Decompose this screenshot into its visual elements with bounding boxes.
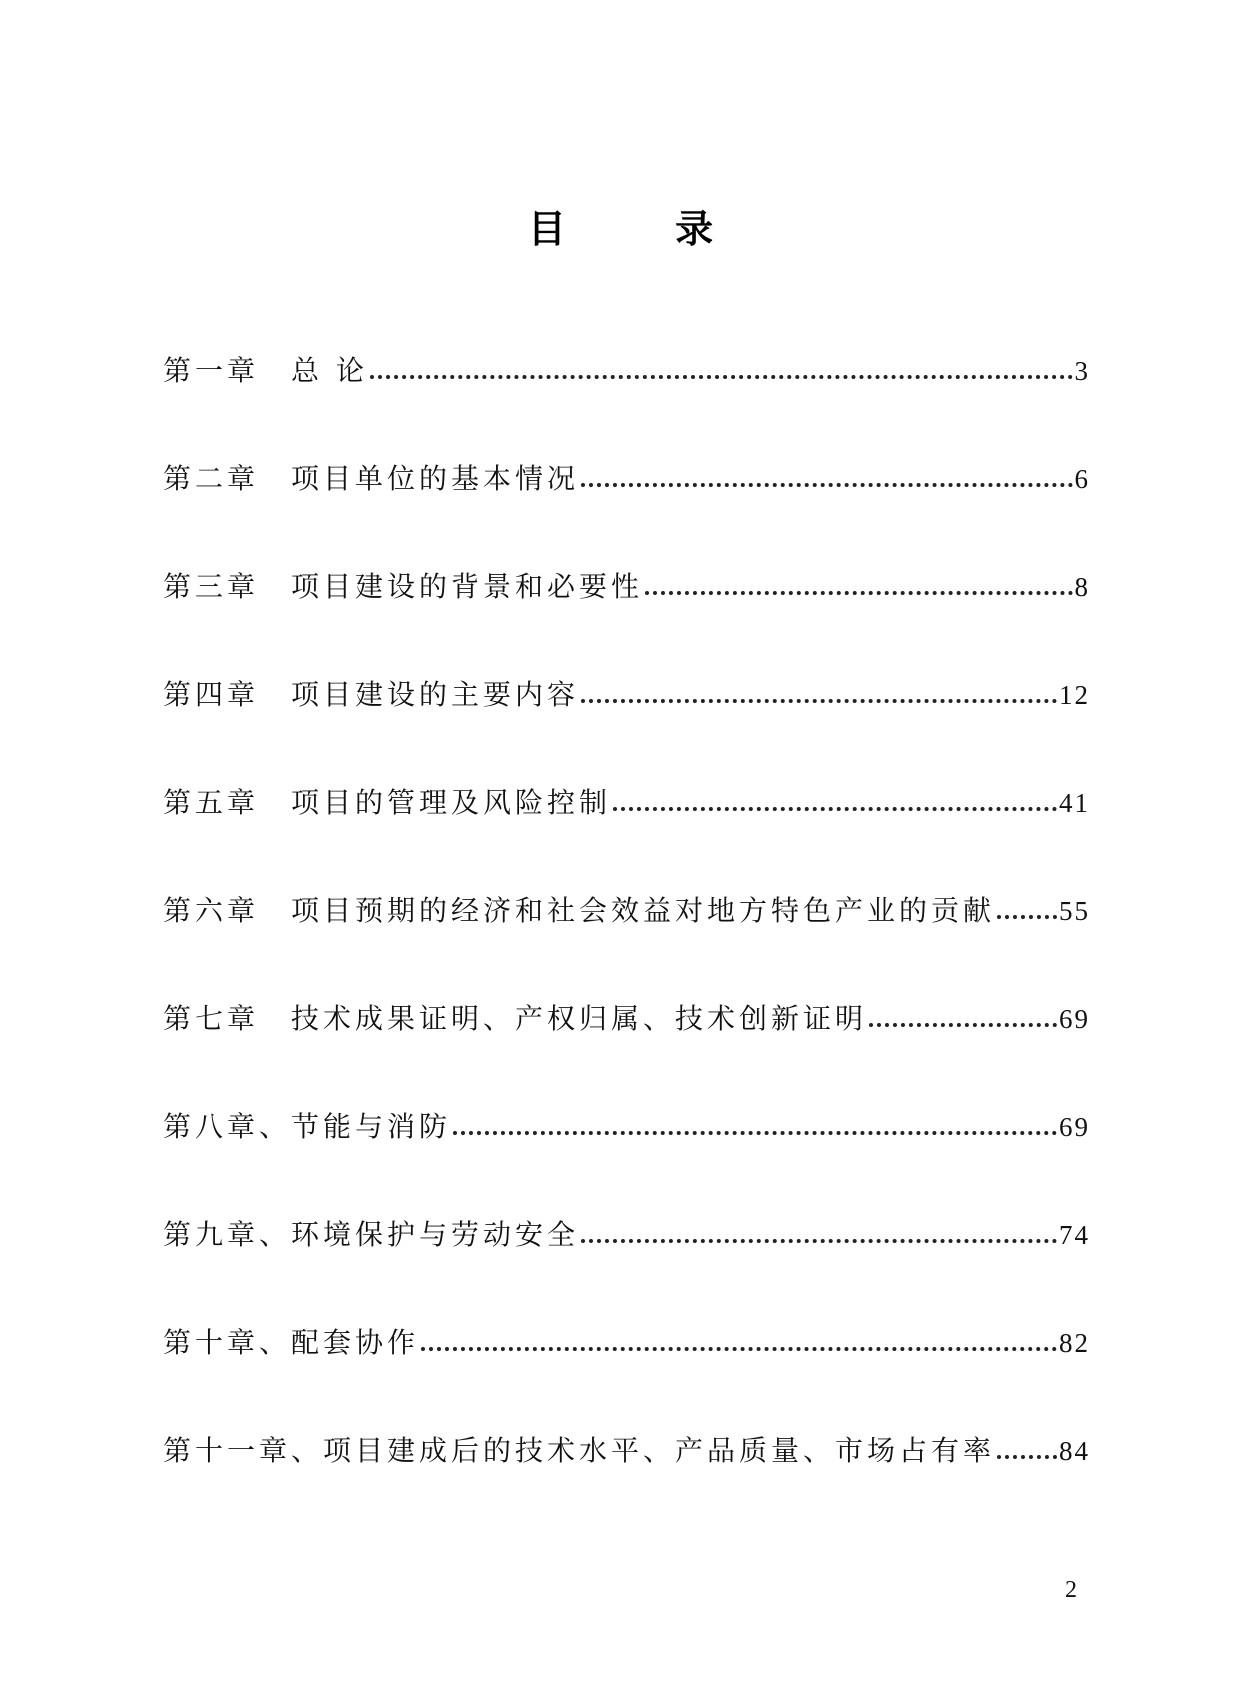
toc-entry-label: 第七章 技术成果证明、产权归属、技术创新证明 [163, 1002, 868, 1035]
toc-entry-page: 6 [1074, 464, 1090, 494]
dot-leader [869, 1023, 1057, 1027]
toc-entry-label: 第二章 项目单位的基本情况 [163, 462, 580, 495]
dot-leader [581, 1239, 1057, 1243]
page-number: 2 [1065, 1577, 1077, 1603]
toc-entry-page: 82 [1059, 1328, 1090, 1358]
toc-entry-label: 第十一章、项目建成后的技术水平、产品质量、市场占有率 [163, 1434, 996, 1467]
toc-entry-page: 12 [1059, 680, 1090, 710]
dot-leader [613, 807, 1057, 811]
toc-entry-label: 第一章 总 论 [163, 354, 368, 387]
dot-leader [370, 375, 1073, 379]
toc-entry-4[interactable] [163, 607, 1090, 715]
toc-entry-6[interactable] [163, 823, 1090, 931]
toc-entry-9[interactable] [163, 1147, 1090, 1255]
toc-entry-2[interactable] [163, 391, 1090, 499]
dot-leader [581, 483, 1072, 487]
dot-leader [997, 915, 1057, 919]
toc-title: 目 录 [527, 207, 762, 252]
toc-entry-3[interactable] [163, 499, 1090, 607]
toc-entry-1[interactable] [163, 283, 1090, 391]
toc-entry-10[interactable] [163, 1255, 1090, 1363]
toc-entry-page: 3 [1074, 356, 1090, 386]
toc-entry-label: 第八章、节能与消防 [163, 1110, 452, 1143]
toc-entry-11[interactable] [163, 1363, 1090, 1471]
toc-entry-page: 55 [1059, 896, 1090, 926]
toc-list [163, 283, 1090, 1471]
dot-leader [997, 1455, 1057, 1459]
toc-entry-page: 74 [1059, 1220, 1090, 1250]
toc-entry-label: 第九章、环境保护与劳动安全 [163, 1218, 580, 1251]
toc-entry-label: 第三章 项目建设的背景和必要性 [163, 570, 644, 603]
toc-entry-page: 84 [1059, 1436, 1090, 1466]
toc-entry-7[interactable] [163, 931, 1090, 1039]
toc-entry-8[interactable] [163, 1039, 1090, 1147]
toc-entry-page: 41 [1059, 788, 1090, 818]
toc-entry-label: 第四章 项目建设的主要内容 [163, 678, 580, 711]
dot-leader [453, 1131, 1057, 1135]
toc-entry-page: 69 [1059, 1004, 1090, 1034]
dot-leader [581, 699, 1057, 703]
toc-entry-label: 第五章 项目的管理及风险控制 [163, 786, 612, 819]
toc-entry-label: 第六章 项目预期的经济和社会效益对地方特色产业的贡献 [163, 894, 996, 927]
toc-entry-5[interactable] [163, 715, 1090, 823]
toc-entry-page: 69 [1059, 1112, 1090, 1142]
dot-leader [645, 591, 1072, 595]
toc-entry-label: 第十章、配套协作 [163, 1326, 420, 1359]
toc-entry-page: 8 [1074, 572, 1090, 602]
dot-leader [421, 1347, 1057, 1351]
